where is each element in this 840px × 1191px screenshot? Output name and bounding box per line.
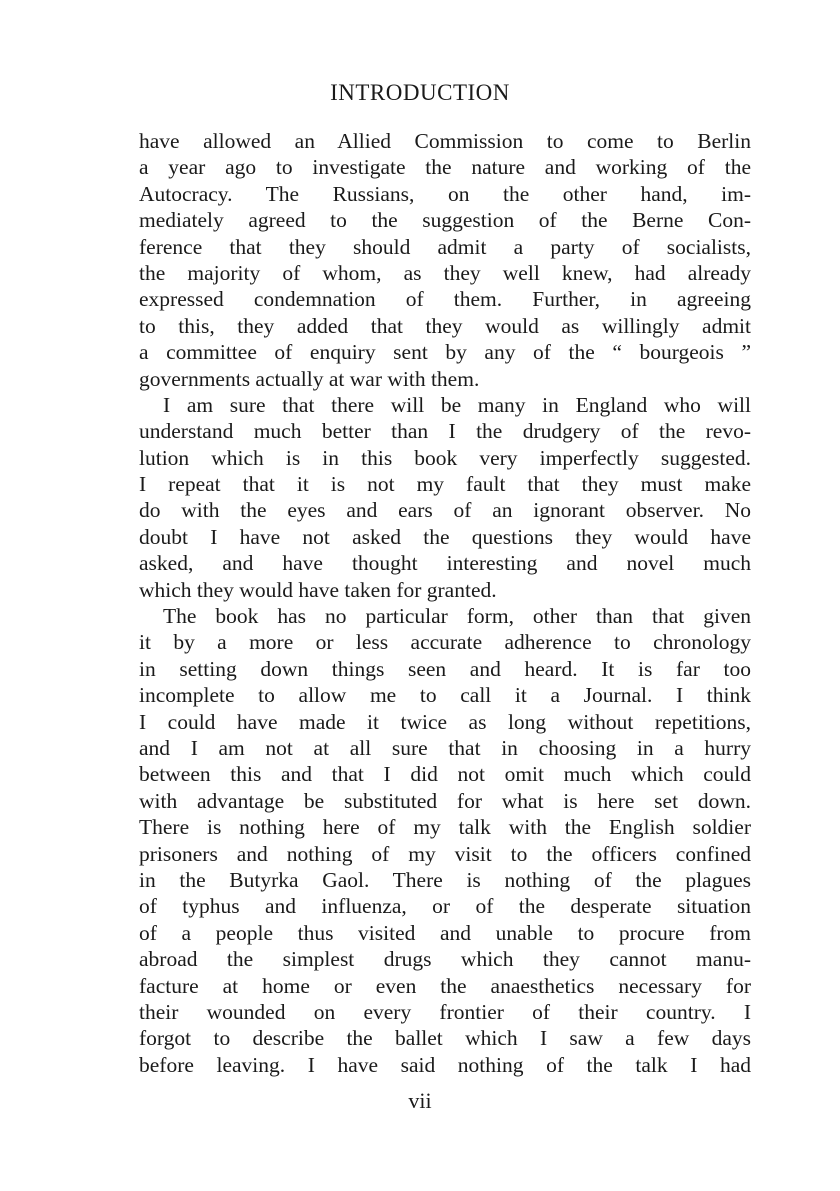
text-line: the majority of whom, as they well knew, had already <box>139 260 751 285</box>
text-line: it by a more or less accurate adherence to chronology <box>139 630 751 655</box>
running-head: INTRODUCTION <box>330 80 510 105</box>
text-line: incomplete to allow me to call it a Journal. I think <box>139 683 751 708</box>
text-line: lution which is in this book very imperfectly suggested. <box>139 445 751 470</box>
paragraph-end-line: governments actually at war with them. <box>139 366 480 391</box>
text-line: and I am not at all sure that in choosing in a hurry <box>139 735 751 760</box>
text-line: in setting down things seen and heard. It is far too <box>139 656 751 681</box>
text-line: with advantage be substituted for what is here set down. <box>139 788 751 813</box>
text-line: of typhus and influenza, or of the desperate situation <box>139 894 751 919</box>
text-line: between this and that I did not omit much which could <box>139 762 751 787</box>
text-line: doubt I have not asked the questions they would have <box>139 524 751 549</box>
text-line: asked, and have thought interesting and novel much <box>139 551 751 576</box>
text-line: understand much better than I the drudgery of the revo- <box>139 419 751 444</box>
text-line: do with the eyes and ears of an ignorant observer. No <box>139 498 751 523</box>
text-line: ference that they should admit a party of socialists, <box>139 234 751 259</box>
text-line: a committee of enquiry sent by any of the “ bourgeois ” <box>139 340 751 365</box>
paragraph-end-line: which they would have taken for granted. <box>139 577 497 602</box>
text-line: of a people thus visited and unable to procure from <box>139 920 751 945</box>
text-line: abroad the simplest drugs which they cannot manu- <box>139 947 751 972</box>
text-line: mediately agreed to the suggestion of the Berne Con- <box>139 208 751 233</box>
text-line: forgot to describe the ballet which I saw a few days <box>139 1026 751 1051</box>
text-line: Autocracy. The Russians, on the other hand, im- <box>139 181 751 206</box>
text-line: their wounded on every frontier of their country. I <box>139 999 751 1024</box>
text-line: before leaving. I have said nothing of the talk I had <box>139 1052 751 1077</box>
page-number: vii <box>408 1088 432 1113</box>
text-line: a year ago to investigate the nature and working of the <box>139 155 751 180</box>
paragraph-first-line: I am sure that there will be many in England who will <box>163 392 751 417</box>
text-line: prisoners and nothing of my visit to the officers confined <box>139 841 751 866</box>
text-line: to this, they added that they would as willingly admit <box>139 313 751 338</box>
text-line: facture at home or even the anaesthetics necessary for <box>139 973 751 998</box>
text-line: expressed condemnation of them. Further, in agreeing <box>139 287 751 312</box>
text-line: There is nothing here of my talk with the English soldier <box>139 815 751 840</box>
text-line: have allowed an Allied Commission to come to Berlin <box>139 129 751 153</box>
text-line: in the Butyrka Gaol. There is nothing of the plagues <box>139 867 751 892</box>
body-text <box>139 128 751 1078</box>
paragraph-first-line: The book has no particular form, other than that given <box>163 604 751 629</box>
text-line: I repeat that it is not my fault that they must make <box>139 472 751 497</box>
text-line: I could have made it twice as long without repetitions, <box>139 709 751 734</box>
